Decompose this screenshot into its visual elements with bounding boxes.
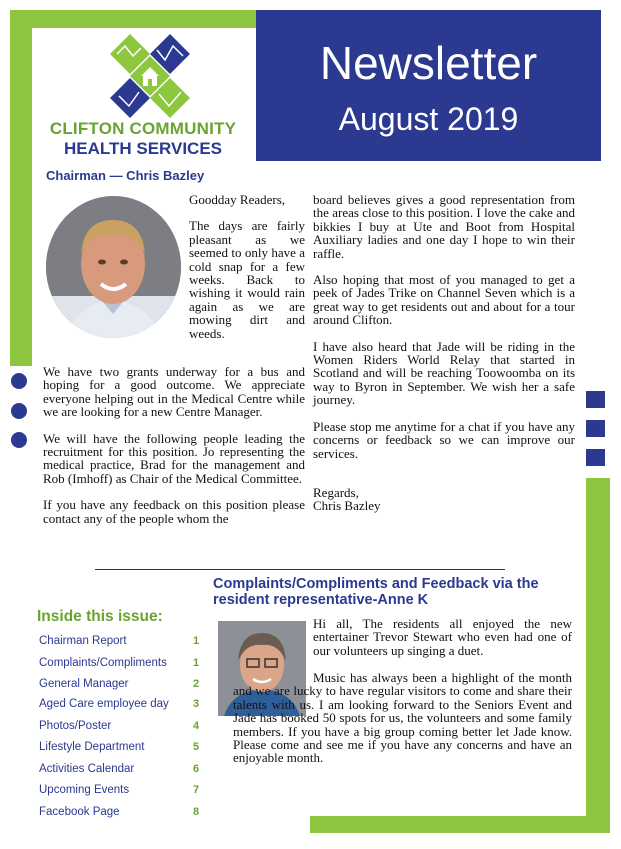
- complaints-heading: Complaints/Compliments and Feedback via the resident representative-Anne K: [213, 576, 539, 608]
- newsletter-title: Newsletter: [319, 37, 538, 89]
- toc-page: 8: [193, 806, 200, 818]
- toc-page: 1: [193, 657, 200, 669]
- signature: Chris Bazley: [313, 498, 381, 514]
- chairman-col1-top: [189, 193, 305, 353]
- left-green-bar: [10, 10, 32, 366]
- toc-page: 3: [193, 698, 200, 710]
- toc-general-manager[interactable]: General Manager: [39, 678, 129, 690]
- chairman-para-relay: I have also heard that Jade will be riding in the Women Riders World Relay that started in Scotland and will be reaching Toowoomba on its way to Byron in September. We wish her a safe journey.: [313, 338, 575, 408]
- chairman-para-grants: We have two grants underway for a bus and hoping for a good outcome. We appreciate everyone helping out in the Medical Centre while we are looking for a new Centre Manager.: [43, 364, 305, 420]
- toc-facebook[interactable]: Facebook Page: [39, 806, 120, 818]
- toc-aged-care[interactable]: Aged Care employee day: [39, 698, 169, 710]
- toc-page: 6: [193, 763, 200, 775]
- regards: Regards,: [313, 484, 359, 500]
- bullet-square-icon: [586, 391, 605, 408]
- toc-page: 7: [193, 784, 200, 796]
- org-name-line2: HEALTH SERVICES: [63, 139, 223, 158]
- chairman-col1-bottom: [43, 365, 305, 538]
- toc-page: 5: [193, 741, 200, 753]
- complaints-text-1: Hi all, The residents all enjoyed the new entertainer Trevor Stewart who even had one of our volunteers up singing a duet.: [313, 616, 572, 658]
- right-green-bar: [586, 478, 610, 833]
- bullet-dot-icon: [11, 403, 27, 419]
- chairman-para-board: board believes gives a good representation from the areas close to this position. I love the cake and bikkies I buy at Ute and Boot from Hospital Auxiliary ladies and one day I hope to win their raffle.: [313, 192, 575, 261]
- chairman-para-feedback: If you have any feedback on this position please contact any of the people whom the: [43, 497, 305, 526]
- chairman-col2: [313, 193, 575, 513]
- bullet-square-icon: [586, 420, 605, 437]
- chairman-heading: Chairman — Chris Bazley: [46, 168, 205, 183]
- bottom-green-bar: [310, 816, 610, 833]
- chairman-para-recruitment: We will have the following people leading the recruitment for this position. Jo representing the medical practice, Brad for the management and Rob (Imhoff) as Chair of the Medical Committee.: [43, 430, 305, 486]
- complaints-para-2: [233, 671, 572, 778]
- toc-complaints[interactable]: Complaints/Compliments: [39, 657, 167, 669]
- toc-page: 4: [193, 720, 200, 732]
- bullet-dot-icon: [11, 373, 27, 389]
- chairman-photo: [46, 196, 181, 338]
- toc-lifestyle[interactable]: Lifestyle Department: [39, 741, 145, 753]
- toc-upcoming-events[interactable]: Upcoming Events: [39, 784, 130, 796]
- toc-photos[interactable]: Photos/Poster: [39, 720, 112, 732]
- chairman-para-contact: Please stop me anytime for a chat if you have any concerns or feedback so we can improve our services.: [313, 418, 575, 461]
- chairman-para-weather: The days are fairly pleasant as we seemed to only have a cold snap for a few weeks. Back to wishing it would rain again as we are mowing dirt and weeds.: [189, 218, 305, 341]
- greeting: Goodday Readers,: [189, 192, 286, 207]
- complaints-text-2: Music has always been a highlight of the month and we are lucky to have regular visitors to come and share their talents with us. I am looking forward to the Seniors Event and Jade has booked 50 spots for us, the volunteers and some family members. If you have a big group coming better let Jade know. Please come and see me if you have any concerns and have an enjoyable month.: [233, 670, 572, 766]
- toc-chairman-report[interactable]: Chairman Report: [39, 635, 127, 647]
- toc-activities[interactable]: Activities Calendar: [39, 763, 135, 775]
- logo-diamonds-icon: [95, 32, 205, 120]
- chairman-para-trike: Also hoping that most of you managed to get a peek of Jades Trike on Channel Seven which is a great way to get residents out and about for a tour around Clifton.: [313, 272, 575, 328]
- toc-page: 1: [193, 635, 200, 647]
- bullet-square-icon: [586, 449, 605, 466]
- complaints-para-1: [313, 617, 572, 670]
- newsletter-date: August 2019: [338, 101, 519, 137]
- toc-page: 2: [193, 678, 200, 690]
- section-divider: [95, 569, 505, 570]
- inside-issue-title: Inside this issue:: [37, 608, 163, 625]
- bullet-dot-icon: [11, 432, 27, 448]
- org-name-line1: CLIFTON COMMUNITY: [49, 119, 237, 138]
